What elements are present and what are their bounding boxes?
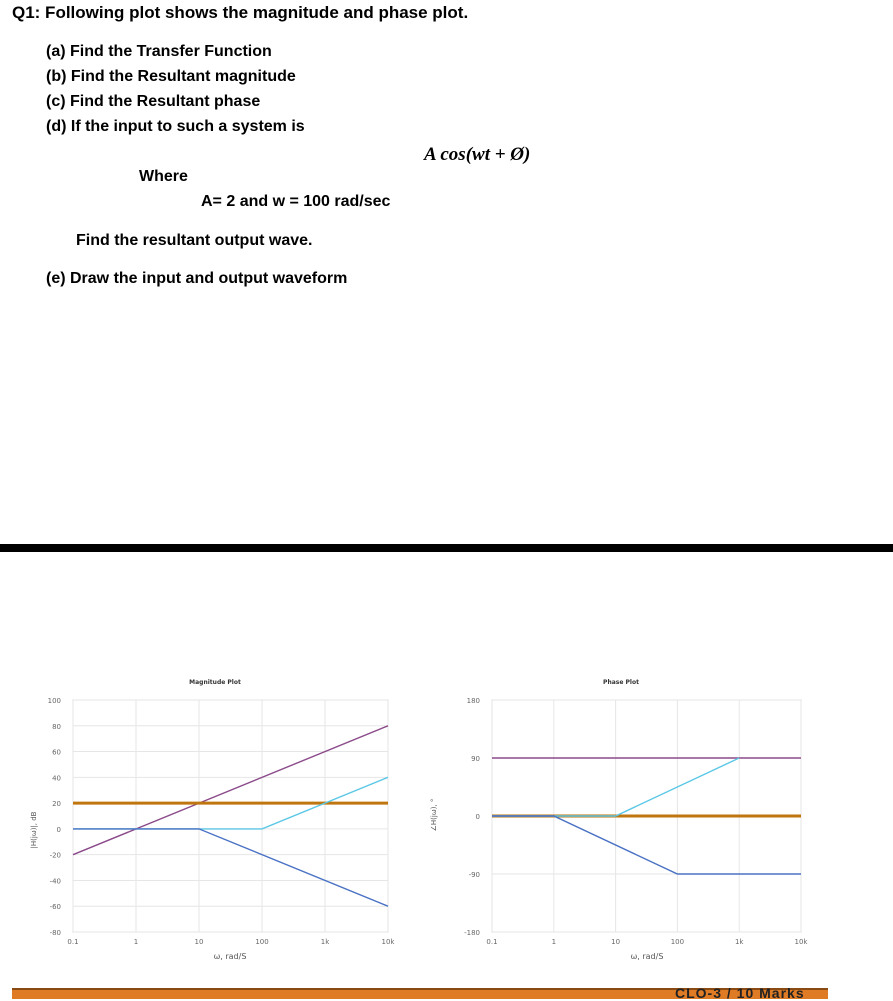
part-e: (e) Draw the input and output waveform xyxy=(46,270,348,287)
mag-y-tick-label: 80 xyxy=(52,722,61,731)
given-values: A= 2 and w = 100 rad/sec xyxy=(201,193,391,210)
part-a: (a) Find the Transfer Function xyxy=(46,43,272,60)
part-b: (b) Find the Resultant magnitude xyxy=(46,68,296,85)
mag-y-tick-label: -40 xyxy=(49,877,61,886)
mag-y-tick-label: 60 xyxy=(52,748,61,757)
input-formula: A cos(wt + Ø) xyxy=(424,144,531,165)
magnitude-y-axis-label: |H(jω)|, dB xyxy=(30,811,38,849)
phase-y-axis-label: ∠H(jω), ° xyxy=(430,798,438,832)
mag-x-tick-label: 100 xyxy=(255,938,269,946)
section-divider xyxy=(0,544,893,552)
ph-y-tick-label: -180 xyxy=(464,929,480,937)
mag-y-tick-label: 20 xyxy=(52,800,61,809)
mag-x-tick-label: 10k xyxy=(381,938,395,946)
ph-x-tick-label: 1 xyxy=(551,938,557,946)
part-c: (c) Find the Resultant phase xyxy=(46,93,261,110)
ph-x-tick-label: 10k xyxy=(794,938,808,946)
part-d: (d) If the input to such a system is xyxy=(46,118,305,135)
magnitude-x-axis-label: ω, rad/S xyxy=(213,952,247,961)
ph-x-tick-label: 10 xyxy=(611,938,621,946)
ph-y-tick-label: 90 xyxy=(471,755,480,763)
mag-x-tick-label: 0.1 xyxy=(67,938,79,946)
ph-x-tick-label: 0.1 xyxy=(486,938,498,946)
footer-partial-text: CLO-3 / 10 Marks xyxy=(675,985,805,1001)
mag-y-tick-label: -20 xyxy=(49,851,61,860)
phase-x-axis-label: ω, rad/S xyxy=(630,952,664,961)
mag-y-tick-label: -80 xyxy=(49,929,61,937)
mag-y-tick-label: 40 xyxy=(52,774,61,783)
ph-x-tick-label: 100 xyxy=(670,938,685,946)
mag-x-tick-label: 1 xyxy=(133,938,139,946)
mag-y-tick-label: 0 xyxy=(56,825,61,834)
ph-y-tick-label: -90 xyxy=(468,871,480,879)
ph-y-tick-label: 0 xyxy=(475,813,480,821)
magnitude-plot xyxy=(0,670,420,970)
question-title: Q1: Following plot shows the magnitude and phase plot. xyxy=(12,3,469,22)
mag-x-tick-label: 10 xyxy=(194,938,204,946)
mag-y-tick-label: 100 xyxy=(47,697,61,705)
mag-x-tick-label: 1k xyxy=(320,938,330,946)
magnitude-plot-title: Magnitude Plot xyxy=(189,679,241,686)
find-output: Find the resultant output wave. xyxy=(76,232,313,249)
where-label: Where xyxy=(139,168,188,185)
phase-plot xyxy=(420,670,820,970)
mag-y-tick-label: -60 xyxy=(49,903,61,912)
phase-plot-title: Phase Plot xyxy=(603,679,639,686)
magnitude-plot-area xyxy=(73,700,388,932)
ph-y-tick-label: 180 xyxy=(466,697,480,705)
ph-x-tick-label: 1k xyxy=(734,938,744,946)
